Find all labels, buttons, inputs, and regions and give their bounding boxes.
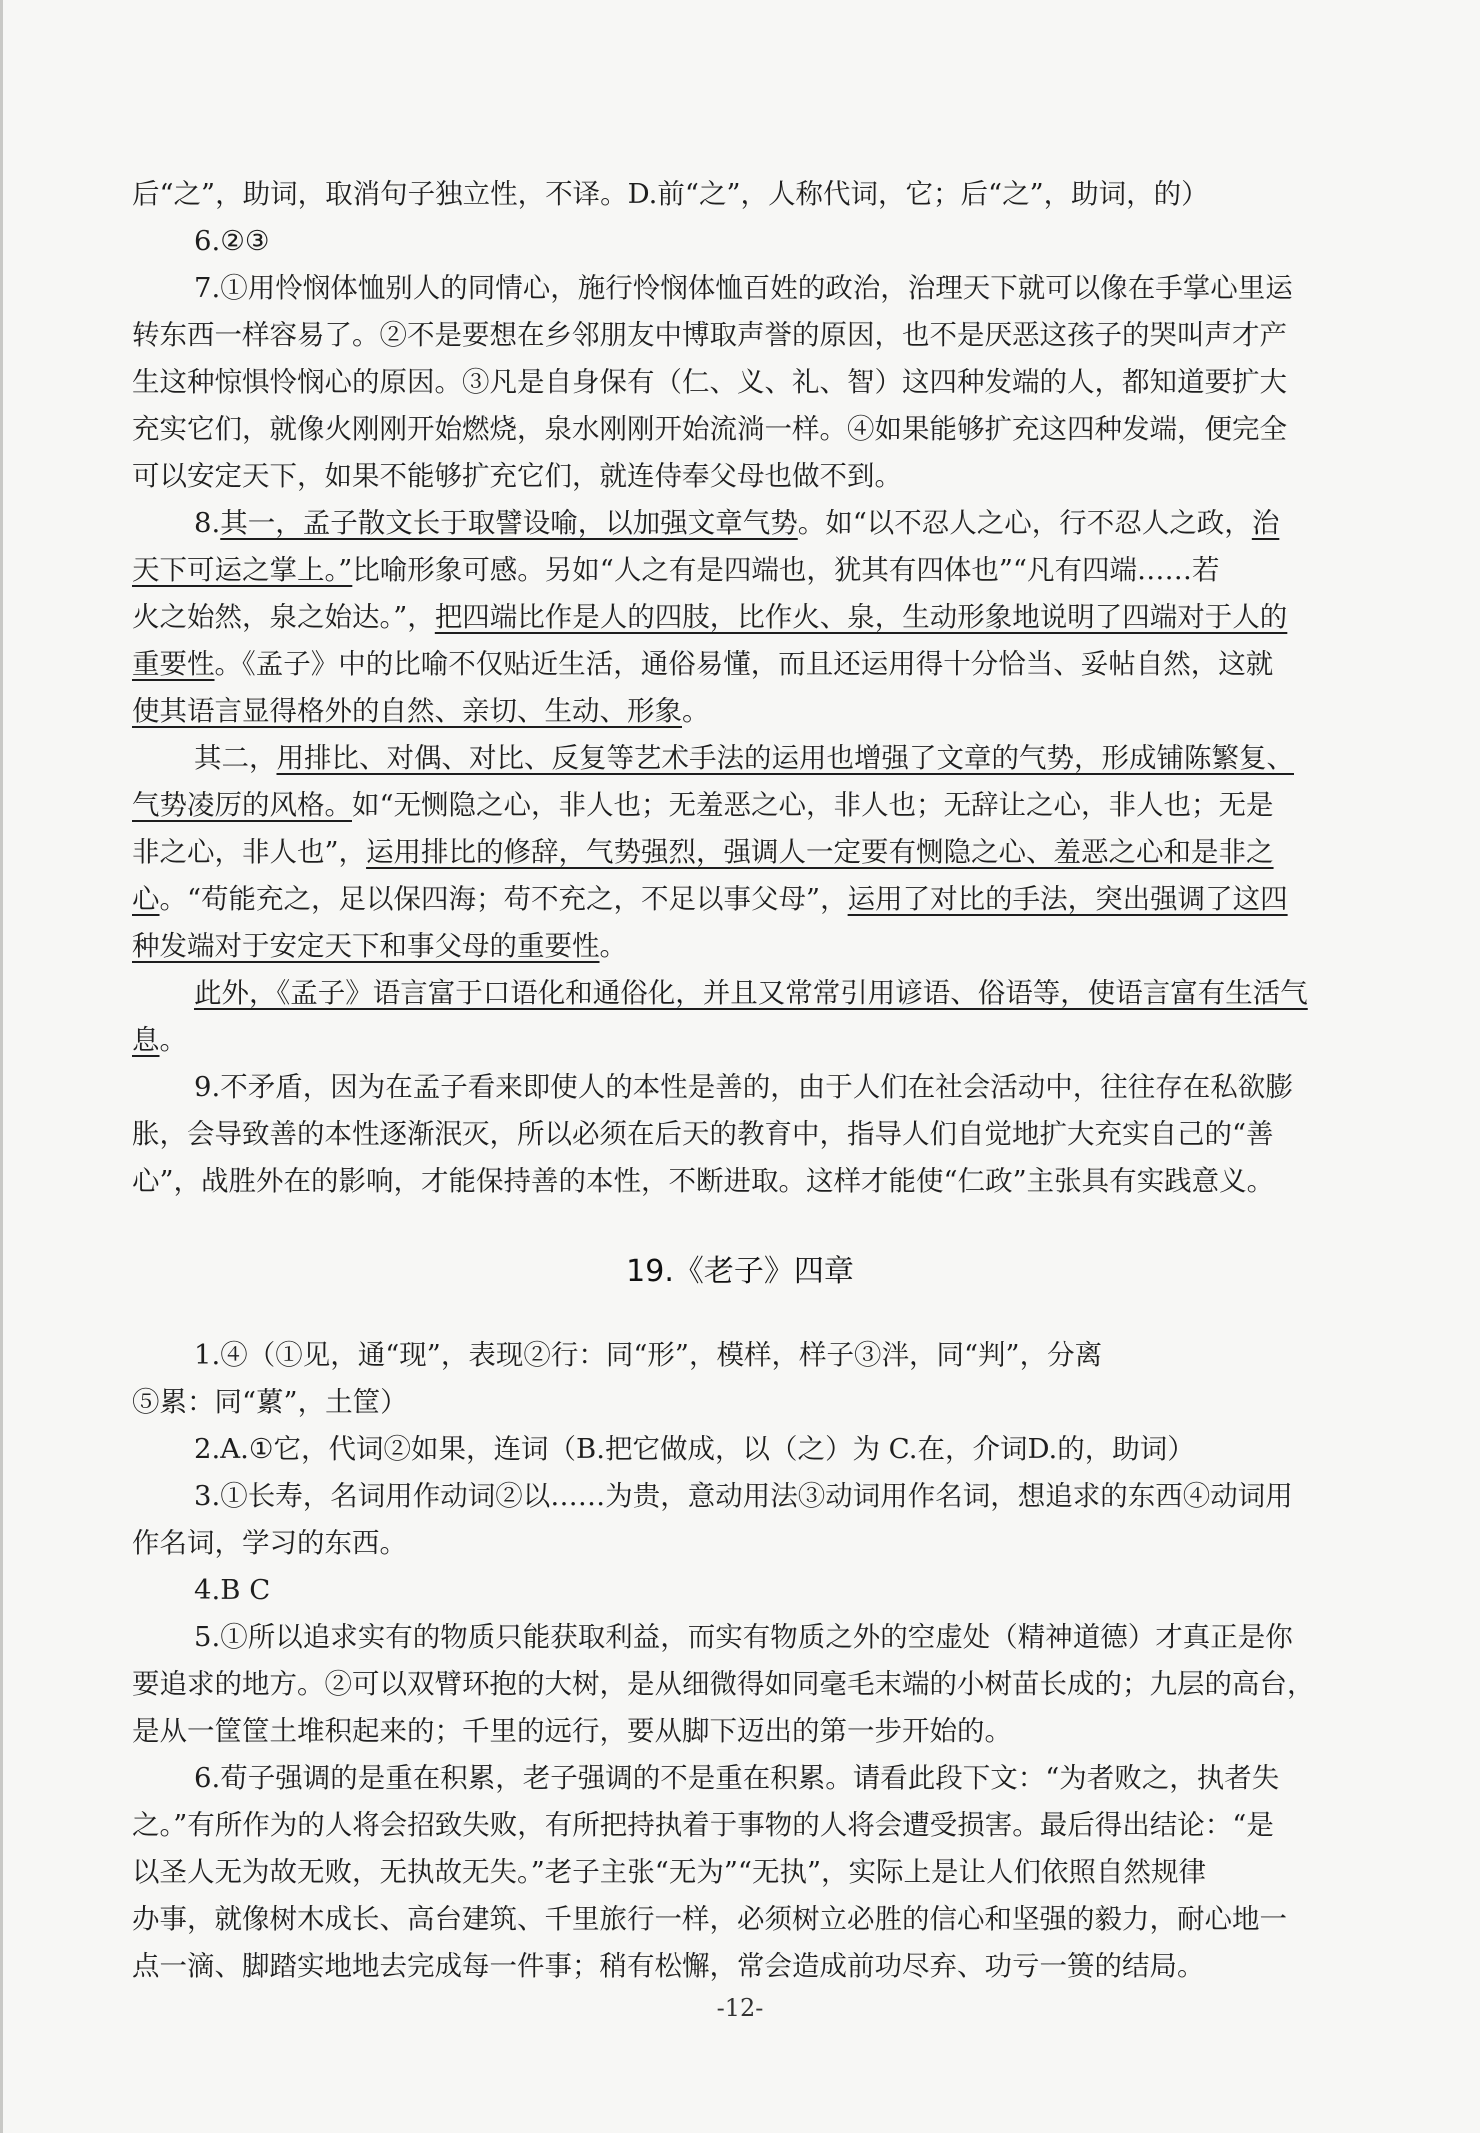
text-span: 。 <box>159 1024 187 1056</box>
answer-1: 1.④（①见，通“现”，表现②行：同“形”，模样，样子③泮，同“判”，分离 <box>194 1339 1103 1371</box>
underlined-text: 使其语言显得格外的自然、亲切、生动、形象 <box>132 695 682 727</box>
text-span: 8. <box>194 507 221 539</box>
page-number: -12- <box>716 1994 764 2022</box>
text-line: 胀，会导致善的本性逐渐泯灭，所以必须在后天的教育中，指导人们自觉地扩大充实自己的“善 <box>132 1118 1274 1150</box>
underlined-text: 气势凌厉的风格。 <box>132 789 352 821</box>
text-span: 。“苟能充之，足以保四海；苟不充之，不足以事父母”， <box>159 883 848 915</box>
text-line <box>132 688 1358 735</box>
text-line <box>132 1017 1358 1064</box>
text-line <box>132 829 1358 876</box>
underlined-text: 运用排比的修辞，气势强烈，强调人一定要有恻隐之心、羞恶之心和是非之 <box>366 836 1274 868</box>
text-line: 之。”有所作为的人将会招致失败，有所把持执着于事物的人将会遭受损害。最后得出结论：“是 <box>132 1809 1274 1841</box>
text-span: 。《孟子》中的比喻不仅贴近生活，通俗易懂，而且还运用得十分恰当、妥帖自然，这就 <box>214 648 1274 680</box>
text-line: 转东西一样容易了。②不是要想在乡邻朋友中博取声誉的原因，也不是厌恶这孩子的哭叫声才产 <box>132 319 1287 351</box>
underlined-text: 用排比、对偶、对比、反复等艺术手法的运用也增强了文章的气势，形成铺陈繁复、 <box>276 742 1294 774</box>
answer-7: 7.①用怜悯体恤别人的同情心，施行怜悯体恤百姓的政治，治理天下就可以像在手掌心里运 <box>194 272 1293 304</box>
text-span: 比喻形象可感。另如“人之有是四端也，犹其有四体也”“凡有四端……若 <box>352 554 1220 586</box>
answer-8 <box>132 500 1358 547</box>
underlined-text: 心 <box>132 883 160 915</box>
text-span: 火之始然，泉之始达。”， <box>132 601 435 633</box>
text-line: 要追求的地方。②可以双臂环抱的大树，是从细微得如同毫毛末端的小树苗长成的；九层的高台， <box>132 1668 1315 1700</box>
text-span: 其二， <box>194 742 277 774</box>
text-line <box>132 547 1358 594</box>
text-line: 心”，战胜外在的影响，才能保持善的本性，不断进取。这样才能使“仁政”主张具有实践意义。 <box>132 1165 1275 1197</box>
text-line <box>132 641 1358 688</box>
answers-part-2 <box>132 1332 1358 1990</box>
text-line <box>132 876 1358 923</box>
answer-5: 5.①所以追求实有的物质只能获取利益，而实有物质之外的空虚处（精神道德）才真正是你 <box>194 1621 1293 1653</box>
text-line: 生这种惊惧怜悯心的原因。③凡是自身保有（仁、义、礼、智）这四种发端的人，都知道要扩大 <box>132 366 1287 398</box>
text-line <box>132 594 1358 641</box>
text-span: 。如“以不忍人之心，行不忍人之政， <box>797 507 1252 539</box>
answer-4: 4.B C <box>194 1574 271 1606</box>
answer-6: 6.荀子强调的是重在积累，老子强调的不是重在积累。请看此段下文：“为者败之，执者失 <box>194 1762 1280 1794</box>
text-span: 如“无恻隐之心，非人也；无羞恶之心，非人也；无辞让之心，非人也；无是 <box>352 789 1274 821</box>
answer-3: 3.①长寿，名词用作动词②以……为贵，意动用法③动词用作名词，想追求的东西④动词用 <box>194 1480 1293 1512</box>
underlined-text: 治 <box>1251 507 1280 539</box>
answers-part-1 <box>132 171 1358 1205</box>
text-line: 可以安定天下，如果不能够扩充它们，就连侍奉父母也做不到。 <box>132 460 902 492</box>
answer-9: 9.不矛盾，因为在孟子看来即使人的本性是善的，由于人们在社会活动中，往往存在私欲膨 <box>194 1071 1293 1103</box>
text-line: 点一滴、脚踏实地地去完成每一件事；稍有松懈，常会造成前功尽弃、功亏一篑的结局。 <box>132 1950 1205 1982</box>
text-line <box>132 735 1358 782</box>
text-line: 办事，就像树木成长、高台建筑、千里旅行一样，必须树立必胜的信心和坚强的毅力，耐心地一 <box>132 1903 1287 1935</box>
underlined-text: 其一，孟子散文长于取譬设喻，以加强文章气势 <box>220 507 798 539</box>
text-line <box>132 782 1358 829</box>
text-line: 以圣人无为故无败，无执故无失。”老子主张“无为”“无执”，实际上是让人们依照自然规律 <box>132 1856 1207 1888</box>
underlined-text: 天下可运之掌上。” <box>132 554 353 586</box>
section-title: 19.《老子》四章 <box>626 1254 854 1289</box>
text-span: 。 <box>682 695 710 727</box>
answer-6: 6.②③ <box>194 225 270 257</box>
scan-edge <box>0 0 3 2133</box>
underlined-text: 运用了对比的手法，突出强调了这四 <box>847 883 1288 915</box>
underlined-text: 此外，《孟子》语言富于口语化和通俗化，并且又常常引用谚语、俗语等，使语言富有生活气 <box>194 977 1308 1009</box>
text-line: 充实它们，就像火刚刚开始燃烧，泉水刚刚开始流淌一样。④如果能够扩充这四种发端，便完全 <box>132 413 1287 445</box>
text-line: ⑤累：同“蔂”，土筐） <box>132 1386 408 1418</box>
text-line: 作名词，学习的东西。 <box>132 1527 407 1559</box>
text-line <box>132 923 1358 970</box>
underlined-text: 把四端比作是人的四肢，比作火、泉，生动形象地说明了四端对于人的 <box>434 601 1288 633</box>
underlined-text: 息 <box>132 1024 160 1056</box>
text-span: 。 <box>599 930 627 962</box>
text-span: 非之心，非人也”， <box>132 836 367 868</box>
text-line: 是从一筐筐土堆积起来的；千里的远行，要从脚下迈出的第一步开始的。 <box>132 1715 1012 1747</box>
underlined-text: 重要性 <box>132 648 215 680</box>
text-line: 后“之”，助词，取消句子独立性，不译。D.前“之”，人称代词，它；后“之”，助词，的） <box>132 178 1209 210</box>
answer-2: 2.A.①它，代词②如果，连词（B.把它做成，以（之）为 C.在，介词D.的，助词） <box>194 1433 1195 1465</box>
text-line <box>132 970 1358 1017</box>
underlined-text: 种发端对于安定天下和事父母的重要性 <box>132 930 600 962</box>
